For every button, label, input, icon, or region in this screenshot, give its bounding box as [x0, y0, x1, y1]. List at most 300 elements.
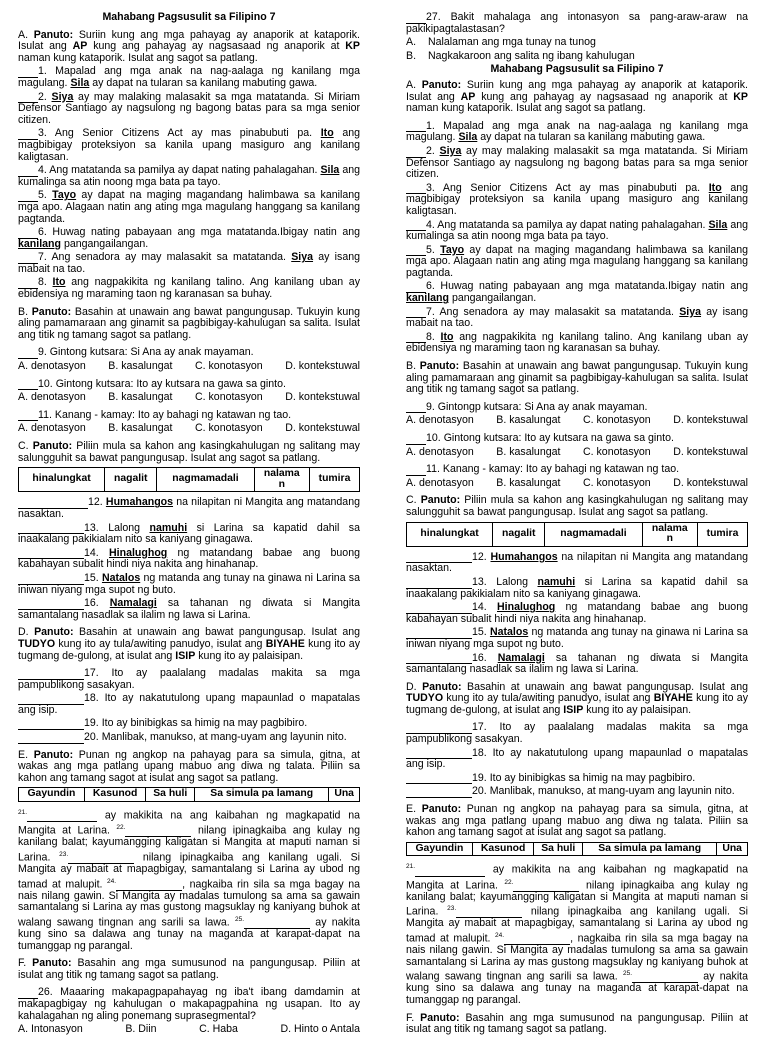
- key-word: Namalagi: [109, 597, 157, 610]
- section-letter: C.: [406, 494, 417, 507]
- choice-a[interactable]: A. denotasyon: [406, 476, 474, 489]
- item-number: 22.: [116, 824, 126, 832]
- item-10: [406, 433, 748, 445]
- choice-letter: B.: [406, 49, 417, 62]
- item-text: ay dapat na maging magandang halimbawa sa kanilang mga apo. Alagaan natin ang ating mga magulang hanggang sa kanilang pagtanda.: [406, 243, 748, 279]
- item-number: 12.: [472, 550, 487, 563]
- item-number: 19.: [472, 771, 487, 784]
- item-9: [18, 347, 360, 359]
- item-text: Ang Senior Citizens Act ay mas pinabubuti pa.: [442, 181, 701, 194]
- item-text: si Larina sa kapatid dahil sa inaakalang pakikialam nito sa kaniyang ginagawa.: [406, 575, 748, 600]
- choice-a[interactable]: A. denotasyon: [406, 445, 474, 458]
- key-word: Natalos: [101, 571, 141, 584]
- key-word: Sila: [458, 131, 478, 144]
- section-letter: E.: [406, 803, 417, 816]
- key-word: Siya: [679, 305, 702, 318]
- choice-d[interactable]: D. kontekstuwal: [673, 476, 748, 489]
- word-option: tumira: [698, 522, 748, 546]
- item-4: [18, 165, 360, 188]
- item-15: [406, 627, 748, 650]
- item-number: 4.: [38, 164, 47, 177]
- item-text: Gintongp kutsara: Si Ana ay anak mayaman.: [437, 400, 648, 413]
- word-option: Kasunod: [472, 842, 534, 856]
- choice-a[interactable]: A. Intonasyon: [18, 1023, 83, 1036]
- section-label: Panuto:: [32, 957, 72, 970]
- item-number: 7.: [38, 251, 47, 264]
- section-d-items: [406, 722, 748, 798]
- item-20: [18, 732, 360, 744]
- item-number: 18.: [84, 692, 99, 705]
- section-letter: B.: [406, 360, 417, 373]
- word-option: nagalit: [105, 468, 157, 492]
- choice-b[interactable]: B. Diin: [125, 1023, 157, 1036]
- item-16: [406, 653, 748, 676]
- choice-c[interactable]: C. konotasyon: [194, 422, 263, 435]
- item-text: ay nakita kung sino sa dalawa ang tunay na maganda at karapat-dapat na tumanggap ng parangal.: [18, 916, 361, 952]
- word-box-e: [18, 787, 360, 802]
- key-word: Ito: [708, 181, 722, 194]
- item-text: nilang ipinagkaiba ang kulay ng kanilang balat; kayumangging kaligatan si Mangita at maputi naman si Larina.: [18, 824, 360, 864]
- item-number: 1.: [426, 119, 435, 132]
- answer-blank[interactable]: [18, 720, 84, 730]
- key-word: Siya: [291, 251, 314, 264]
- key-word: Humahangos: [105, 496, 174, 509]
- item-13: [406, 577, 748, 600]
- item-number: 13.: [84, 521, 99, 534]
- word-option: [642, 522, 697, 546]
- word-option: nagmamadali: [545, 522, 642, 546]
- item-number: 21.: [18, 809, 28, 817]
- item-text: ay may malaking malasakit sa mga matatanda. Si Miriam Defensor Santiago ay nagsulong ng bagong batas para sa mga senior citizen.: [406, 144, 748, 181]
- item-text: Ang Senior Citizens Act ay mas pinabubuti pa.: [54, 127, 313, 140]
- item-7: [18, 252, 360, 275]
- item-number: 13.: [472, 575, 487, 588]
- word-part: nalama: [263, 468, 300, 480]
- word-option: Gayundin: [19, 788, 85, 802]
- word-part: nalama: [651, 522, 688, 534]
- choice-row-a[interactable]: [406, 37, 748, 49]
- item-number: 5.: [38, 189, 47, 202]
- item-7: [406, 307, 748, 330]
- paragraph-e: [406, 861, 748, 1006]
- section-label: Panuto:: [421, 803, 462, 816]
- section-letter: A.: [18, 28, 29, 41]
- item-10: [18, 379, 360, 391]
- word-option: nagalit: [493, 522, 545, 546]
- item-text: Ang matatanda sa pamilya ay dapat nating pahalagahan.: [49, 164, 318, 177]
- item-text: Kanang - kamay: Ito ay bahagi ng katawan ng tao.: [442, 463, 680, 476]
- section-c-items: [406, 552, 748, 676]
- section-a-items: [18, 66, 360, 300]
- item-text: Gintong kutsara: Ito ay kutsara na gawa sa ginto.: [443, 432, 674, 444]
- item-text: ay isang mabait na tao.: [18, 251, 361, 275]
- choice-c[interactable]: C. konotasyon: [194, 391, 263, 404]
- item-number: 20.: [84, 731, 99, 744]
- instruction-text: Basahin at unawain ang bawat pangungusap. Isulat ang: [467, 680, 748, 693]
- item-text: ay dapat na tularan sa kanilang mabuting gawa.: [480, 131, 706, 144]
- item-number: 25.: [234, 915, 245, 923]
- item-27: [406, 12, 748, 35]
- item-number: 5.: [426, 243, 435, 256]
- word-option: [254, 468, 309, 492]
- item-text: pangangailangan.: [451, 292, 537, 305]
- choice-text: Nalalaman ang mga tunay na tunog: [428, 36, 596, 49]
- choice-a[interactable]: A. denotasyon: [406, 414, 474, 427]
- item-number: 9.: [426, 400, 435, 413]
- section-b-items: [406, 402, 748, 490]
- word-option: Una: [717, 842, 748, 856]
- item-19: [18, 718, 360, 730]
- item-text: ay may malaking malasakit sa mga matatanda. Si Miriam Defensor Santiago ay nagsulong ng bagong batas para sa mga senior citizen.: [18, 90, 360, 126]
- item-number: 26.: [38, 986, 53, 999]
- key-word: Siya: [51, 90, 74, 103]
- word-box-c: [18, 467, 360, 492]
- section-letter: F.: [18, 957, 27, 970]
- choice-b[interactable]: B. kasalungat: [108, 391, 173, 404]
- word-option: Sa huli: [146, 788, 195, 802]
- word-box-c: [406, 522, 748, 547]
- item-text: ang nagpakikita ng kanilang talino. Ang kanilang uban ay ebidensiya ng maraming taon ng karanasan sa buhay.: [406, 330, 748, 355]
- choices-row: [406, 447, 748, 459]
- item-number: 1.: [38, 65, 47, 78]
- answer-blank[interactable]: [406, 435, 426, 445]
- key-word: kanilang: [18, 237, 61, 250]
- section-letter: D.: [18, 626, 29, 639]
- choice-row-b[interactable]: [406, 51, 748, 63]
- biyahe-code: BIYAHE: [265, 637, 305, 650]
- answer-blank[interactable]: [415, 867, 485, 877]
- item-11: [18, 410, 360, 422]
- item-text: Kanang - kamay: Ito ay bahagi ng katawan ng tao.: [54, 408, 292, 421]
- answer-blank[interactable]: [18, 734, 84, 744]
- item-text: Ito ay binibigkas sa himig na may pagbibiro.: [489, 771, 696, 784]
- word-option: nagmamadali: [157, 468, 254, 492]
- key-word: Ito: [52, 276, 66, 289]
- item-15: [18, 573, 360, 596]
- item-text: Ito ay paalalang madalas makita sa mga pampublikong sasakyan.: [18, 667, 360, 691]
- item-number: 15.: [84, 571, 99, 584]
- item-number: 23.: [447, 905, 457, 913]
- section-letter: B.: [18, 305, 29, 318]
- section-f-instructions: [18, 958, 360, 981]
- key-word: namuhi: [537, 575, 576, 588]
- item-number: 9.: [38, 346, 47, 359]
- item-number: 3.: [426, 181, 435, 194]
- isip-code: ISIP: [175, 649, 196, 662]
- item-text: Lalong: [496, 575, 529, 588]
- key-word: Ito: [440, 330, 454, 343]
- choice-b[interactable]: B. kasalungat: [496, 414, 561, 427]
- instruction-text: kung ito ay palaisipan.: [586, 703, 692, 716]
- choice-d[interactable]: D. kontekstuwal: [673, 414, 748, 427]
- item-text: ay dapat na tularan sa kanilang mabuting gawa.: [92, 76, 318, 89]
- section-label: Panuto:: [419, 360, 460, 373]
- item-text: Ang matatanda sa pamilya ay dapat nating pahalagahan.: [437, 218, 706, 231]
- section-d-instructions: [406, 682, 748, 717]
- paragraph-e: [18, 807, 360, 952]
- answer-blank[interactable]: [18, 349, 38, 359]
- kp-code: KP: [345, 40, 360, 53]
- word-option: Gayundin: [407, 842, 473, 856]
- item-number: 17.: [84, 667, 99, 680]
- item-13: [18, 523, 360, 546]
- item-text: ang magbibigay proteksiyon sa kanila upang masiguro ang kanilang kaligtasan.: [18, 127, 360, 163]
- item-text: sa tahanan ng diwata si Mangita samantalang nasadlak sa ilalim ng lawa si Larina.: [406, 651, 748, 676]
- word-option: Una: [329, 788, 360, 802]
- section-f-instructions: [406, 1013, 748, 1036]
- instruction-text: Punan ng angkop na pahayag para sa simula, gitna, at wakas ang mga patlang upang mabuo ang diwa ng talata. Piliin sa kahon ang tamang sagot at isulat ang sagot sa patlang.: [406, 803, 749, 839]
- instruction-text: Basahin at unawain ang bawat pangungusap. Tukuyin kung aling pamamaraan ang ginamit sa pagbibigay-kahulugan sa salita. Isulat ang titik ng tamang sagot sa patlang.: [18, 305, 360, 341]
- ap-code: AP: [72, 40, 88, 53]
- item-number: 24.: [495, 931, 505, 939]
- item-text: ang magbibigay proteksiyon sa kanila upang masiguro ang kanilang kaligtasan.: [406, 181, 748, 217]
- item-1: [18, 66, 360, 89]
- ap-code: AP: [460, 90, 476, 103]
- section-d-items: [18, 668, 360, 744]
- item-number: 6.: [38, 226, 47, 239]
- choice-d[interactable]: D. kontekstuwal: [673, 445, 748, 458]
- item-number: 23.: [59, 850, 69, 858]
- item-text: Ang senadora ay may malasakit sa matatanda.: [51, 251, 286, 264]
- instruction-text: kung ito ay tula/awiting panudyo, isulat ang: [58, 637, 263, 650]
- item-text: ng matanda ang tunay na ginawa ni Larina sa iniwan niyang mga supot ng buto.: [18, 571, 360, 596]
- item-11: [406, 464, 748, 476]
- item-19: [406, 773, 748, 785]
- tudyo-code: TUDYO: [18, 637, 56, 650]
- key-word: Ito: [320, 127, 334, 140]
- right-column: [406, 12, 748, 1038]
- section-b-instructions: [406, 361, 748, 396]
- item-text: ay isang mabait na tao.: [406, 305, 749, 330]
- item-14: [18, 548, 360, 571]
- item-5: [18, 190, 360, 225]
- choice-b[interactable]: B. kasalungat: [496, 476, 561, 489]
- item-text: Manlibak, manukso, at mang-uyam ang layunin nito.: [101, 731, 347, 744]
- instruction-text: kung ito ay palaisipan.: [198, 649, 304, 662]
- item-text: Lalong: [108, 521, 141, 534]
- item-6: [406, 281, 748, 304]
- item-26: [18, 987, 360, 1022]
- page-title-repeat: Mahabang Pagsusulit sa Filipino 7: [490, 63, 664, 76]
- item-number: 11.: [38, 408, 52, 421]
- left-column: [18, 12, 360, 1038]
- instruction-text: Basahin at unawain ang bawat pangungusap. Tukuyin kung aling pamamaraan ang ginamit sa pagbibigay-kahulugan sa salita. Isulat ang titik ng tamang sagot sa patlang.: [406, 360, 748, 396]
- instruction-text: Piliin mula sa kahon ang kasingkahulugan ng salitang may salungguhit sa bawat pangungusap. Isulat ang sagot sa patlang.: [18, 440, 360, 464]
- section-letter: E.: [18, 748, 29, 761]
- item-text: , nagkaiba rin sila sa mga bagay na nais nilang gawin. Si Mangita ay madalas tumulong sa ama sa gawain samantalang si Larina ay mas gustong magsuklay ng kaniyang buhok at walang sawang tingnan ang sarili sa lawa.: [406, 932, 748, 983]
- choice-a[interactable]: A. denotasyon: [18, 422, 86, 435]
- answer-blank[interactable]: [406, 466, 426, 476]
- choice-c[interactable]: C. Haba: [199, 1023, 238, 1036]
- item-text: Huwag nating pabayaan ang mga matatanda.Ibigay natin ang: [440, 280, 748, 293]
- item-8: [406, 332, 748, 355]
- item-number: 17.: [472, 721, 487, 734]
- choice-a[interactable]: A. denotasyon: [18, 391, 86, 404]
- item-number: 4.: [426, 218, 435, 231]
- answer-blank[interactable]: [406, 403, 426, 413]
- instruction-text: Piliin mula sa kahon ang kasingkahulugan ng salitang may salungguhit sa bawat pangungusap. Isulat ang sagot sa patlang.: [406, 494, 748, 518]
- item-3: [406, 183, 748, 218]
- item-number: 19.: [84, 717, 99, 730]
- item-number: 14.: [84, 546, 99, 559]
- section-c-instructions: [406, 495, 748, 518]
- choice-b[interactable]: B. kasalungat: [108, 360, 173, 373]
- item-number: 25.: [622, 970, 633, 978]
- instruction-text: kung ang pahayag ay nagsasaad ng anaporik at: [93, 40, 340, 53]
- section-a-instructions: [406, 80, 748, 115]
- choices-row: [18, 361, 360, 373]
- instruction-text: naman kung kataporik. Isulat ang sagot sa patlang.: [18, 51, 258, 64]
- choice-d[interactable]: D. kontekstuwal: [285, 391, 360, 404]
- item-text: Ito ay nakatutulong upang mapaunlad o mapatalas ang isip.: [406, 746, 748, 771]
- section-label: Panuto:: [34, 626, 74, 639]
- choice-letter: A.: [406, 36, 417, 49]
- choice-d[interactable]: D. kontekstuwal: [285, 360, 360, 373]
- choice-b[interactable]: B. kasalungat: [108, 422, 173, 435]
- section-b-items: [18, 347, 360, 435]
- item-number: 15.: [472, 626, 487, 639]
- answer-blank[interactable]: [18, 411, 38, 421]
- tudyo-code: TUDYO: [406, 692, 444, 705]
- item-number: 2.: [38, 90, 47, 103]
- item-text: ay makikita na ang kaibahan ng magkapatid na Mangita at Larina.: [406, 863, 748, 892]
- key-word: kanilang: [406, 292, 449, 305]
- key-word: Sila: [70, 76, 90, 89]
- section-a-instructions: [18, 30, 360, 65]
- item-number: 12.: [88, 496, 103, 509]
- word-option: hinalungkat: [407, 522, 493, 546]
- word-option: tumira: [310, 468, 360, 492]
- item-number: 6.: [426, 280, 435, 293]
- choice-text: Nagkakaroon ang salita ng ibang kahulugan: [428, 49, 635, 62]
- item-number: 22.: [504, 878, 514, 886]
- item-text: Mapalad ang mga anak na nag-aalaga ng kanilang mga magulang.: [18, 65, 360, 89]
- choice-c[interactable]: C. konotasyon: [582, 414, 651, 427]
- item-2: [406, 146, 748, 181]
- item-text: na nilapitan ni Mangita ang matandang nasaktan.: [406, 550, 748, 575]
- item-text: ng matanda ang tunay na ginawa ni Larina sa iniwan niyang mga supot ng buto.: [406, 626, 748, 650]
- choice-c[interactable]: C. konotasyon: [194, 360, 263, 373]
- key-word: Hinalughog: [109, 546, 168, 559]
- key-word: Tayo: [52, 189, 77, 202]
- item-12: [18, 497, 360, 520]
- key-word: Humahangos: [490, 550, 558, 563]
- item-text: pangangailangan.: [63, 237, 149, 250]
- item-text: , nagkaiba rin sila sa mga bagay na nais nilang gawin. Si Mangita ay madalas tumulong sa ama sa gawain samantalang si Larina ay mas gustong magsuklay ng kaniyang buhok at walang sawang tingnan ang sarili sa lawa.: [18, 878, 360, 929]
- item-text: Ito ay nakatutulong upang mapaunlad o mapatalas ang isip.: [18, 692, 360, 716]
- choices-row: [406, 415, 748, 427]
- item-14: [406, 602, 748, 625]
- section-c-instructions: [18, 441, 360, 464]
- item-text: Ito ay binibigkas sa himig na may pagbibiro.: [101, 717, 308, 730]
- item-16: [18, 598, 360, 621]
- item-number: 8.: [38, 276, 47, 289]
- instruction-text: kung ito ay tugmang de-gulong, at isulat ang: [18, 637, 360, 662]
- section-e-instructions: [406, 804, 748, 839]
- word-option: Sa simula pa lamang: [583, 842, 717, 856]
- biyahe-code: BIYAHE: [653, 692, 693, 705]
- item-5: [406, 245, 748, 280]
- word-option: Kasunod: [84, 788, 146, 802]
- section-letter: A.: [406, 78, 417, 91]
- item-20: [406, 786, 748, 798]
- instruction-text: kung ang pahayag ay nagsasaad ng anaporik at: [481, 90, 728, 103]
- item-number: 14.: [472, 601, 487, 614]
- instruction-text: kung ito ay tugmang de-gulong, at isulat ang: [406, 692, 748, 716]
- item-text: ang nagpakikita ng kanilang talino. Ang kanilang uban ay ebidensiya ng maraming taon ng karanasan sa buhay.: [18, 276, 360, 301]
- item-9: [406, 402, 748, 414]
- word-option: Sa simula pa lamang: [195, 788, 329, 802]
- item-18: [18, 693, 360, 716]
- choice-b[interactable]: B. kasalungat: [496, 445, 561, 458]
- key-word: Sila: [320, 164, 340, 177]
- choice-a[interactable]: A. denotasyon: [18, 360, 86, 373]
- answer-blank[interactable]: [18, 380, 38, 390]
- item-17: [406, 722, 748, 745]
- choices-row: [18, 1024, 360, 1036]
- item-number: 10.: [38, 377, 53, 390]
- item-text: Bakit mahalaga ang intonasyon sa pang-araw-araw na pakikipagtalastasan?: [406, 11, 748, 35]
- key-word: Hinalughog: [497, 601, 556, 614]
- item-text: Manlibak, manukso, at mang-uyam ang layunin nito.: [489, 785, 735, 798]
- item-text: Ang senadora ay may malasakit sa matatanda.: [439, 305, 674, 318]
- section-label: Panuto:: [420, 1011, 460, 1024]
- item-text: nilang ipinagkaiba ang kanilang ugali. Si Mangita ay mabait at mapagbigay, samantalang si Larina ay ubod ng tamad at malupit.: [406, 905, 748, 945]
- choice-c[interactable]: C. konotasyon: [582, 445, 651, 458]
- word-part: n: [666, 533, 673, 545]
- instruction-text: Punan ng angkop na pahayag para sa simula, gitna, at wakas ang mga patlang upang mabuo ang diwa ng talata. Piliin sa kahon ang tamang sagot at isulat ang sagot sa patlang.: [18, 748, 361, 784]
- key-word: Siya: [439, 144, 462, 157]
- item-text: Gintong kutsara: Si Ana ay anak mayaman.: [49, 346, 254, 359]
- section-label: Panuto:: [31, 305, 72, 318]
- choice-d[interactable]: D. Hinto o Antala: [280, 1023, 360, 1036]
- section-b-instructions: [18, 307, 360, 342]
- item-number: 3.: [38, 127, 47, 140]
- item-text: ang kumalinga sa atin noong mga bata pa tayo.: [406, 218, 749, 243]
- item-number: 21.: [406, 863, 416, 871]
- answer-blank[interactable]: [27, 812, 97, 822]
- choices-row: [406, 478, 748, 490]
- instruction-text: Basahin ang mga sumusunod na pangungusap. Piliin at isulat ang titik ng tamang sagot sa patlang.: [406, 1011, 748, 1036]
- item-text: Huwag nating pabayaan ang mga matatanda.Ibigay natin ang: [52, 226, 360, 239]
- key-word: Namalagi: [497, 651, 545, 664]
- choices-row: [18, 392, 360, 404]
- answer-blank[interactable]: [406, 774, 472, 784]
- section-e-instructions: [18, 750, 360, 785]
- item-text: ng matandang babae ang buong kabahayan subalit hindi niya nakita ang hinahanap.: [406, 601, 748, 625]
- item-text: ng matandang babae ang buong kabahayan subalit hindi niya nakita ang hinahanap.: [18, 546, 360, 571]
- section-c-items: [18, 497, 360, 621]
- item-text: si Larina sa kapatid dahil sa inaakalang pakikialam nito sa kaniyang ginagawa.: [18, 521, 360, 546]
- word-box-e: [406, 842, 748, 857]
- section-label: Panuto:: [32, 440, 73, 452]
- key-word: Natalos: [489, 626, 529, 639]
- item-number: 11.: [426, 463, 440, 476]
- item-text: Maaaring makapagpapahayag ng iba't ibang damdamin at makapagbigay ng kahulugan o makapagpahina ng usapan. Ito ay kahalagahan ng aling ponemang suprasegmental?: [18, 986, 360, 1022]
- item-number: 16.: [472, 651, 487, 664]
- choice-c[interactable]: C. konotasyon: [582, 476, 651, 489]
- key-word: Sila: [708, 218, 728, 231]
- section-letter: D.: [406, 680, 417, 693]
- section-letter: C.: [18, 440, 29, 452]
- isip-code: ISIP: [563, 703, 584, 716]
- choice-d[interactable]: D. kontekstuwal: [285, 422, 360, 435]
- item-2: [18, 92, 360, 127]
- answer-blank[interactable]: [406, 788, 472, 798]
- page-title: Mahabang Pagsusulit sa Filipino 7: [102, 11, 276, 23]
- section-label: Panuto:: [422, 680, 462, 693]
- section-d-instructions: [18, 627, 360, 662]
